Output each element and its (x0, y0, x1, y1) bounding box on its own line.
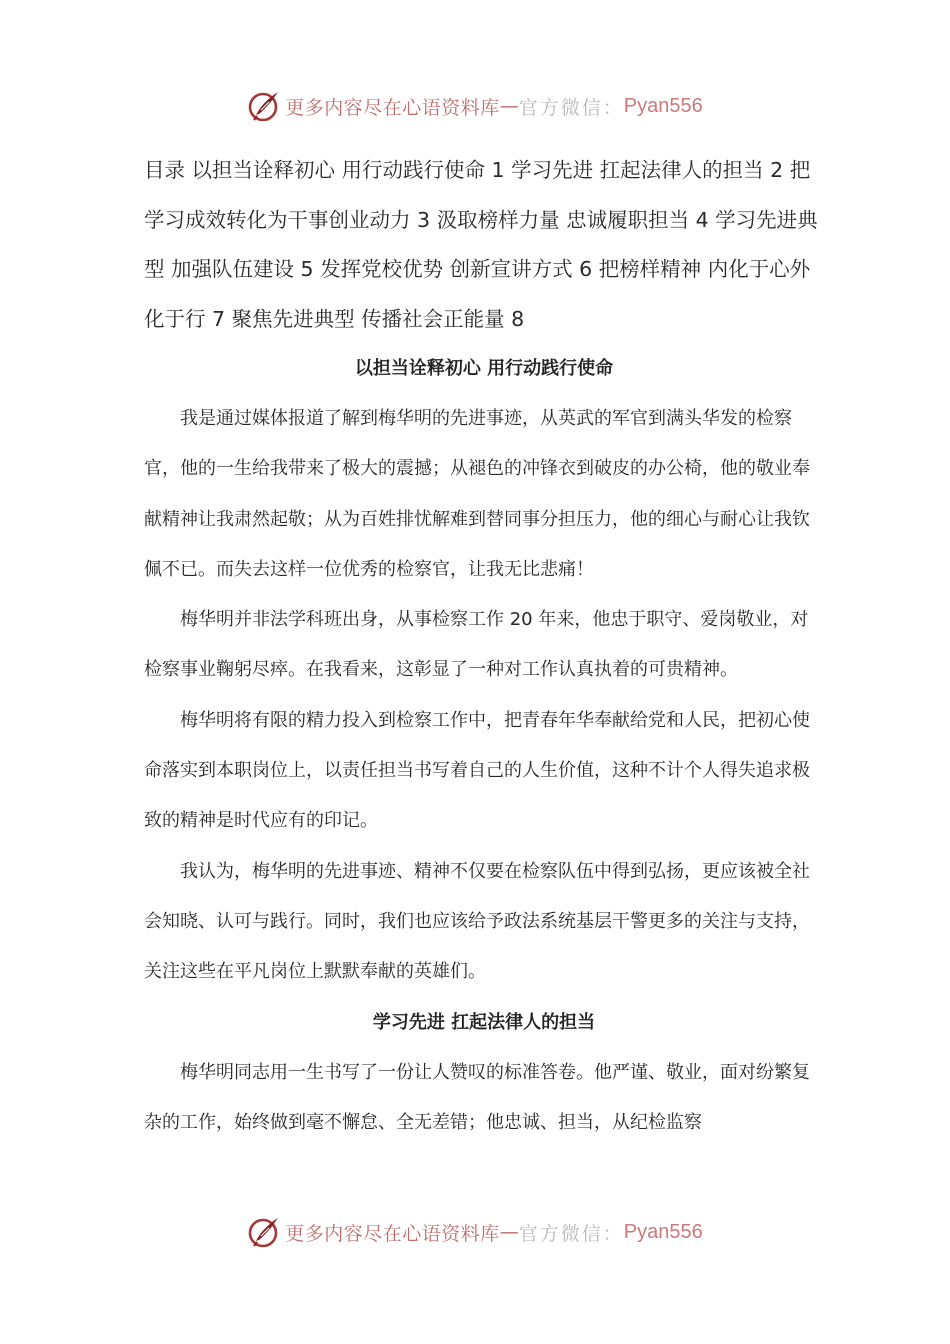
banner-wechat-label: 官方微信： (518, 1222, 624, 1245)
header-banner (0, 86, 950, 126)
section-heading: 以担当诠释初心 用行动践行使命 (354, 358, 614, 379)
quill-logo-icon (247, 1215, 281, 1249)
table-of-contents: 目录 以担当诠释初心 用行动践行使命 1 学习先进 扛起法律人的担当 2 把学习成效转化为干事创业动力 3 汲取榜样力量 忠诚履职担当 4 学习先进典型 加强队伍建设 5 发挥党校优势 创新宣讲方式 6 把榜样精神 内化于心外化于行 7 聚焦先进典型 传播社会正能量 8 (144, 158, 818, 331)
document-body (144, 146, 824, 1148)
banner-wechat-id: Pyan556 (623, 1220, 703, 1243)
banner-separator: — (499, 95, 519, 117)
banner-wechat-id: Pyan556 (623, 94, 703, 117)
paragraph: 我认为，梅华明的先进事迹、精神不仅要在检察队伍中得到弘扬，更应该被全社会知晓、认可与践行。同时，我们也应该给予政法系统基层干警更多的关注与支持，关注这些在平凡岗位上默默奉献的英雄们。 (144, 860, 810, 983)
quill-logo-icon (247, 89, 281, 123)
banner-brand: 更多内容尽在心语资料库 (285, 1222, 500, 1245)
banner-brand: 更多内容尽在心语资料库 (285, 96, 500, 119)
footer-banner (0, 1212, 950, 1252)
banner-separator: — (499, 1221, 519, 1243)
paragraph: 梅华明同志用一生书写了一份让人赞叹的标准答卷。他严谨、敬业，面对纷繁复杂的工作，始终做到毫不懈怠、全无差错；他忠诚、担当，从纪检监察 (144, 1061, 810, 1133)
section-heading: 学习先进 扛起法律人的担当 (372, 1011, 596, 1033)
paragraph: 梅华明将有限的精力投入到检察工作中，把青春年华奉献给党和人民，把初心使命落实到本职岗位上，以责任担当书写着自己的人生价值，这种不计个人得失追求极致的精神是时代应有的印记。 (144, 709, 810, 832)
paragraph: 梅华明并非法学科班出身，从事检察工作 20 年来，他忠于职守、爱岗敬业，对检察事业鞠躬尽瘁。在我看来，这彰显了一种对工作认真执着的可贵精神。 (144, 609, 809, 681)
banner-wechat-label: 官方微信： (518, 96, 624, 119)
paragraph: 我是通过媒体报道了解到梅华明的先进事迹，从英武的军官到满头华发的检察官，他的一生给我带来了极大的震撼；从褪色的冲锋衣到破皮的办公椅，他的敬业奉献精神让我肃然起敬；从为百姓排忧解难到替同事分担压力，他的细心与耐心让我钦佩不已。而失去这样一位优秀的检察官，让我无比悲痛！ (144, 408, 810, 580)
